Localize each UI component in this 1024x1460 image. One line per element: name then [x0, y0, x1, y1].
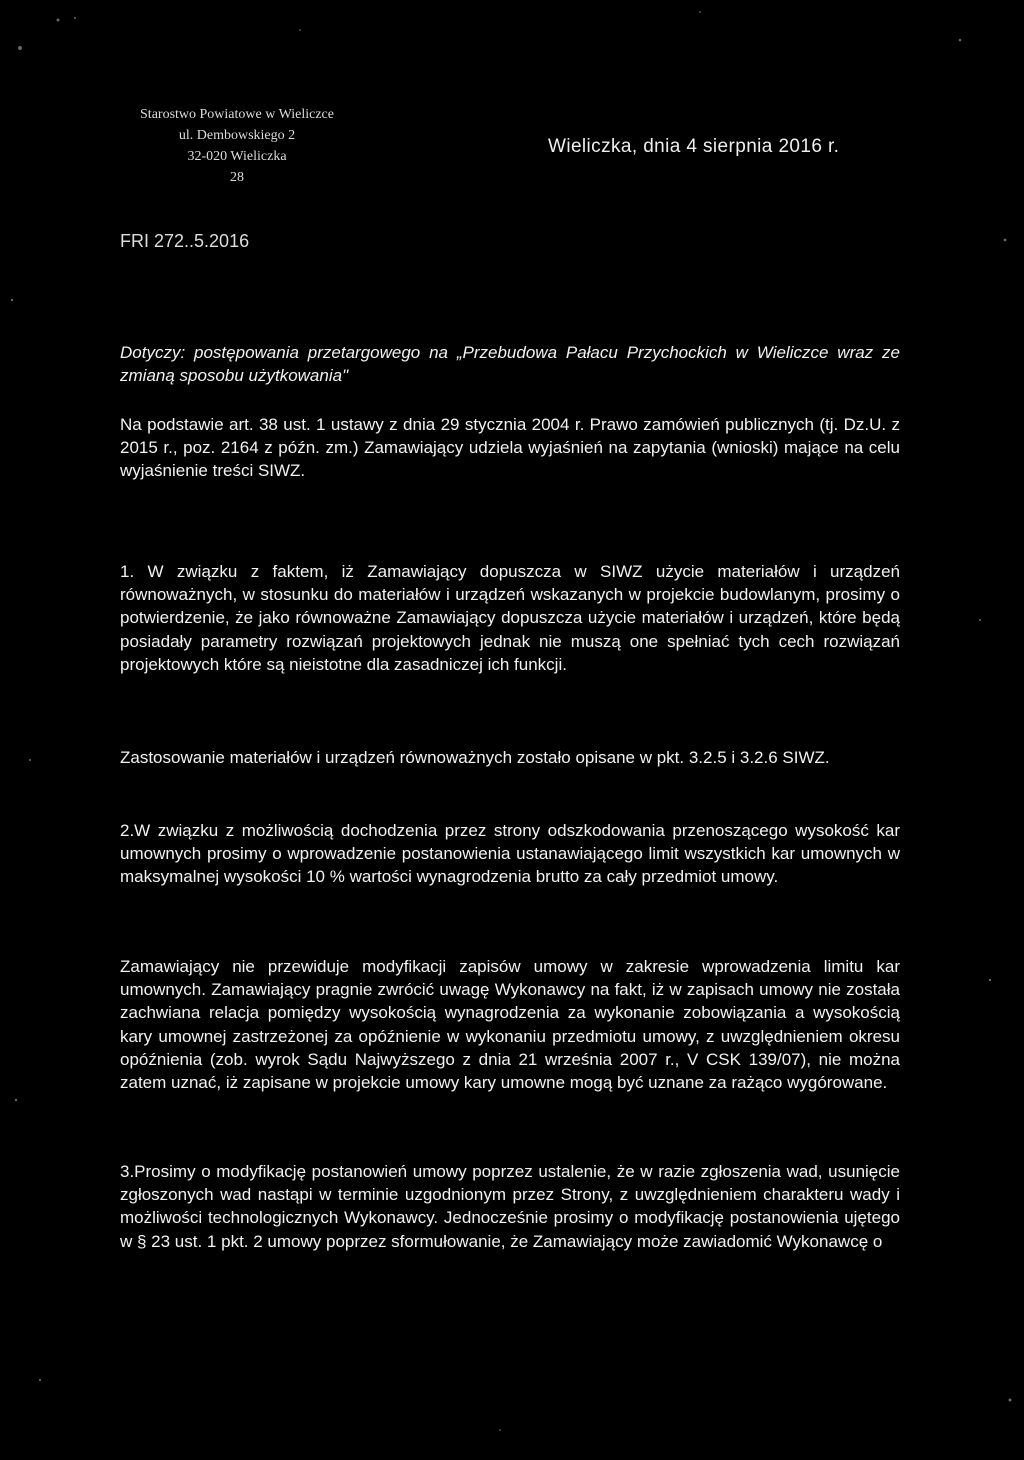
answer-1: Zastosowanie materiałów i urządzeń równoważnych zostało opisane w pkt. 3.2.5 i 3.2.6 SIWZ.	[120, 748, 830, 767]
stamp-line-city: 32-020 Wieliczka	[187, 149, 287, 164]
office-stamp	[112, 104, 362, 188]
question-1: 1. W związku z faktem, iż Zamawiający dopuszcza w SIWZ użycie materiałów i urządzeń równoważnych, w stosunku do materiałów i urządzeń wskazanych w projekcie budowlanym, prosimy o potwierdzenie, że jako równoważne Zamawiający dopuszcza użycie materiałów i urządzeń, które będą posiadały parametry rozwiązań projektowych jednak nie muszą one spełniać tych cech rozwiązań projektowych które są nieistotne dla zasadniczej ich funkcji.	[120, 562, 900, 674]
subject-line: Dotyczy: postępowania przetargowego na „Przebudowa Pałacu Przychockich w Wieliczce wraz ze zmianą sposobu użytkowania"	[120, 343, 900, 386]
stamp-line-office: Starostwo Powiatowe w Wieliczce	[140, 107, 334, 122]
stamp-line-street: ul. Dembowskiego 2	[178, 128, 296, 143]
intro-paragraph: Na podstawie art. 38 ust. 1 ustawy z dnia 29 stycznia 2004 r. Prawo zamówień publicznych (tj. Dz.U. z 2015 r., poz. 2164 z późn. zm.) Zamawiający udziela wyjaśnień na zapytania (wnioski) mające na celu wyjaśnienie treści SIWZ.	[120, 415, 900, 481]
answer-2: Zamawiający nie przewiduje modyfikacji zapisów umowy w zakresie wprowadzenia limitu kar umownych. Zamawiający pragnie zwrócić uwagę Wykonawcy na fakt, iż w zapisach umowy nie została zachwiana relacja pomiędzy wysokością wynagrodzenia za wykonanie zobowiązania a wysokością kary umownej zastrzeżonej za opóźnienie w wykonaniu przedmiotu umowy, z uwzględnieniem okresu opóźnienia (zob. wyrok Sądu Najwyższego z dnia 21 września 2007 r., V CSK 139/07), nie można zatem uznać, iż zapisane w projekcie umowy kary umowne mogą być uznane za rażąco wygórowane.	[120, 957, 900, 1093]
document-date: Wieliczka, dnia 4 sierpnia 2016 r.	[548, 136, 840, 157]
reference-number: FRI 272..5.2016	[120, 231, 250, 251]
stamp-line-number: 28	[230, 170, 244, 185]
question-2: 2.W związku z możliwością dochodzenia przez strony odszkodowania przenoszącego wysokość kar umownych prosimy o wprowadzenie postanowienia ustanawiającego limit wszystkich kar umownych w maksymalnej wysokości 10 % wartości wynagrodzenia brutto za cały przedmiot umowy.	[120, 821, 900, 887]
question-3: 3.Prosimy o modyfikację postanowień umowy poprzez ustalenie, że w razie zgłoszenia wad, usunięcie zgłoszonych wad nastąpi w terminie uzgodnionym przez Strony, z uwzględnieniem charakteru wady i możliwości technologicznych Wykonawcy. Jednocześnie prosimy o modyfikację postanowienia ujętego w § 23 ust. 1 pkt. 2 umowy poprzez sformułowanie, że Zamawiający może zawiadomić Wykonawcę o	[120, 1162, 900, 1251]
